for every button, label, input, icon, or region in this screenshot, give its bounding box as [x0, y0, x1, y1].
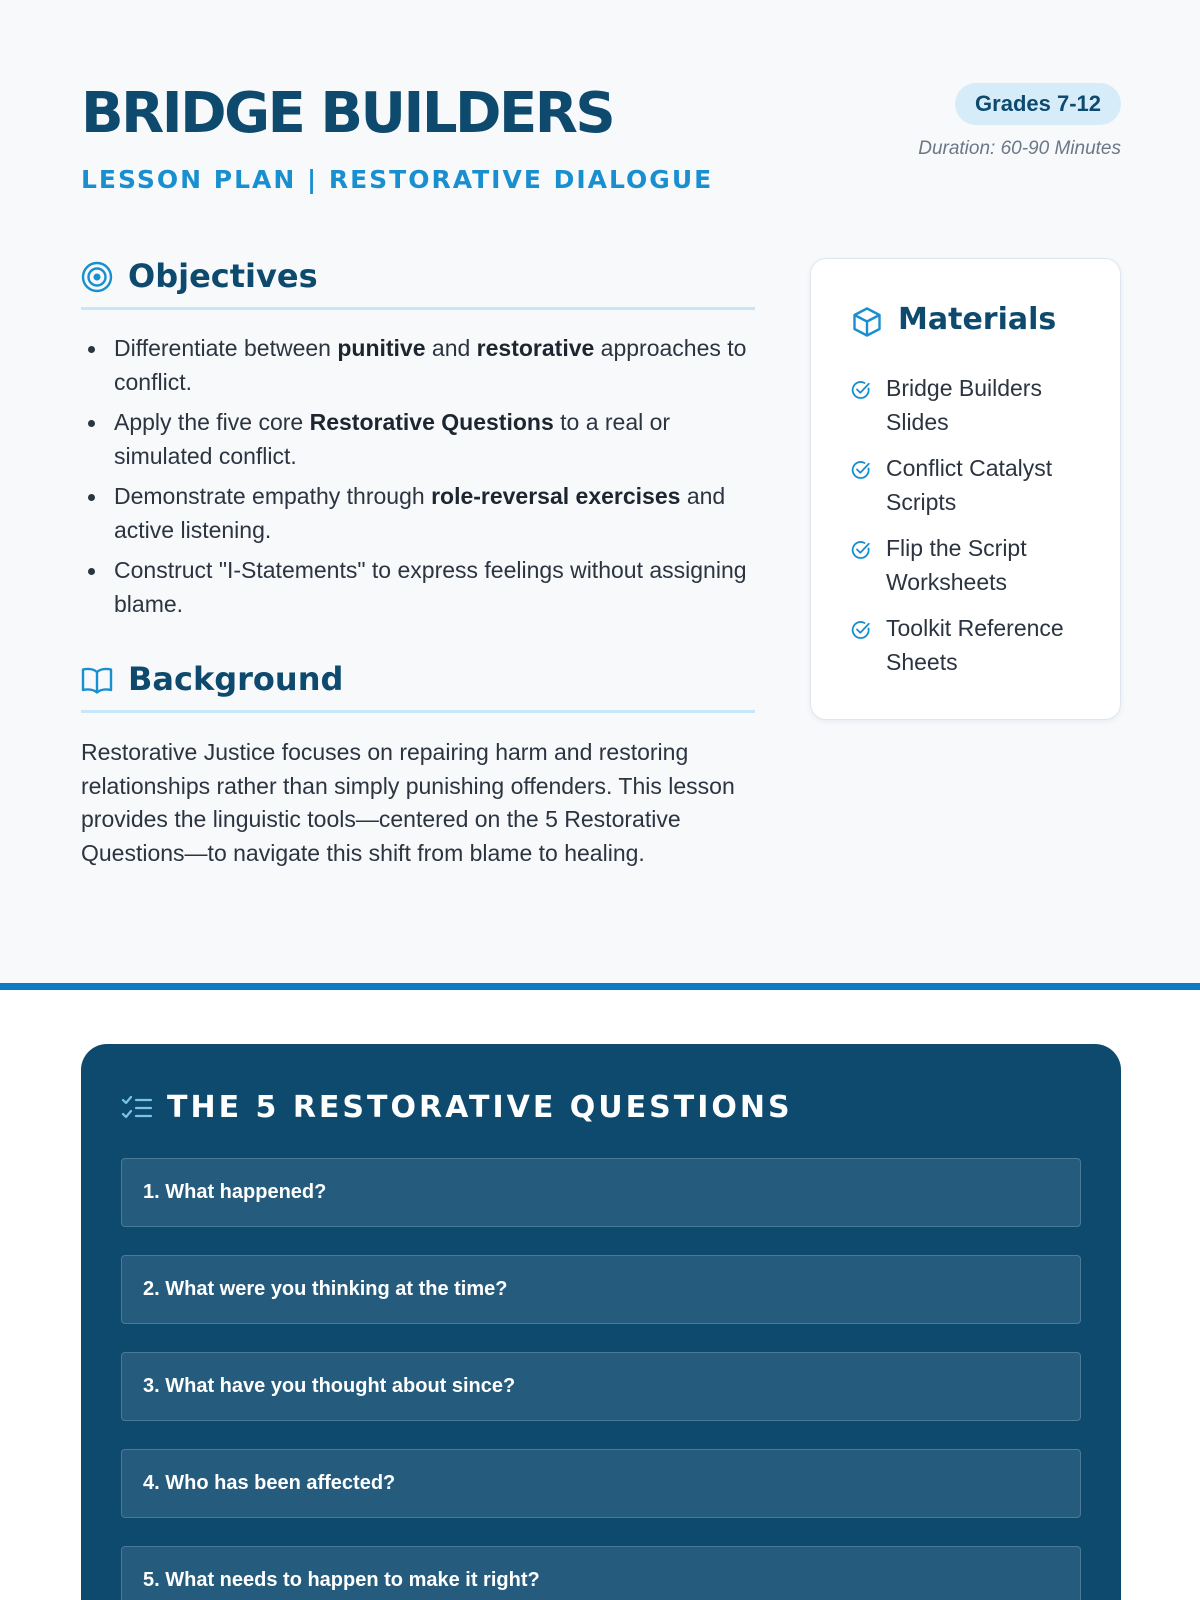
background-paragraph: Restorative Justice focuses on repairing harm and restoring relationships rather than simply punishing offenders. This lesson provides the linguistic tools—centered on the 5 Restorative Questions—to navigate this shift from blame to healing.	[81, 739, 735, 866]
grade-badge: Grades 7-12	[955, 83, 1121, 125]
question-item: 5. What needs to happen to make it right?	[121, 1546, 1081, 1600]
list-item: Construct "I-Statements" to express feelings without assigning blame.	[81, 553, 755, 621]
materials-heading: Materials	[898, 302, 1057, 337]
target-icon	[81, 261, 113, 293]
materials-card	[810, 258, 1121, 720]
open-book-icon	[81, 664, 113, 696]
question-item: 3. What have you thought about since?	[121, 1352, 1081, 1421]
check-circle-icon	[851, 540, 871, 560]
package-icon	[851, 306, 883, 338]
background-heading	[81, 655, 755, 713]
list-item: Flip the Script Worksheets	[851, 532, 1091, 599]
check-circle-icon	[851, 460, 871, 480]
list-item: Demonstrate empathy through role-reversal exercises and active listening.	[81, 479, 755, 547]
question-item: 4. Who has been affected?	[121, 1449, 1081, 1518]
objectives-heading-label: Objectives	[128, 257, 318, 295]
page-header	[81, 80, 1121, 210]
list-item: Toolkit Reference Sheets	[851, 612, 1091, 679]
page-title: BRIDGE BUILDERS	[81, 81, 614, 146]
page-subtitle: LESSON PLAN | RESTORATIVE DIALOGUE	[81, 165, 714, 194]
list-item: Bridge Builders Slides	[851, 372, 1091, 439]
questions-heading: THE 5 RESTORATIVE QUESTIONS	[167, 1090, 793, 1125]
check-circle-icon	[851, 620, 871, 640]
background-heading-label: Background	[128, 660, 344, 698]
restorative-questions-panel	[81, 1044, 1121, 1600]
duration-label: Duration: 60-90 Minutes	[918, 138, 1121, 159]
objectives-heading	[81, 252, 755, 310]
question-item: 2. What were you thinking at the time?	[121, 1255, 1081, 1324]
list-item: Apply the five core Restorative Questions to a real or simulated conflict.	[81, 405, 755, 473]
objectives-list	[81, 331, 755, 627]
section-divider	[0, 983, 1200, 990]
list-item: Differentiate between punitive and restorative approaches to conflict.	[81, 331, 755, 399]
materials-list	[851, 372, 1091, 692]
list-item: Conflict Catalyst Scripts	[851, 452, 1091, 519]
checklist-icon	[121, 1095, 153, 1123]
check-circle-icon	[851, 380, 871, 400]
question-item: 1. What happened?	[121, 1158, 1081, 1227]
